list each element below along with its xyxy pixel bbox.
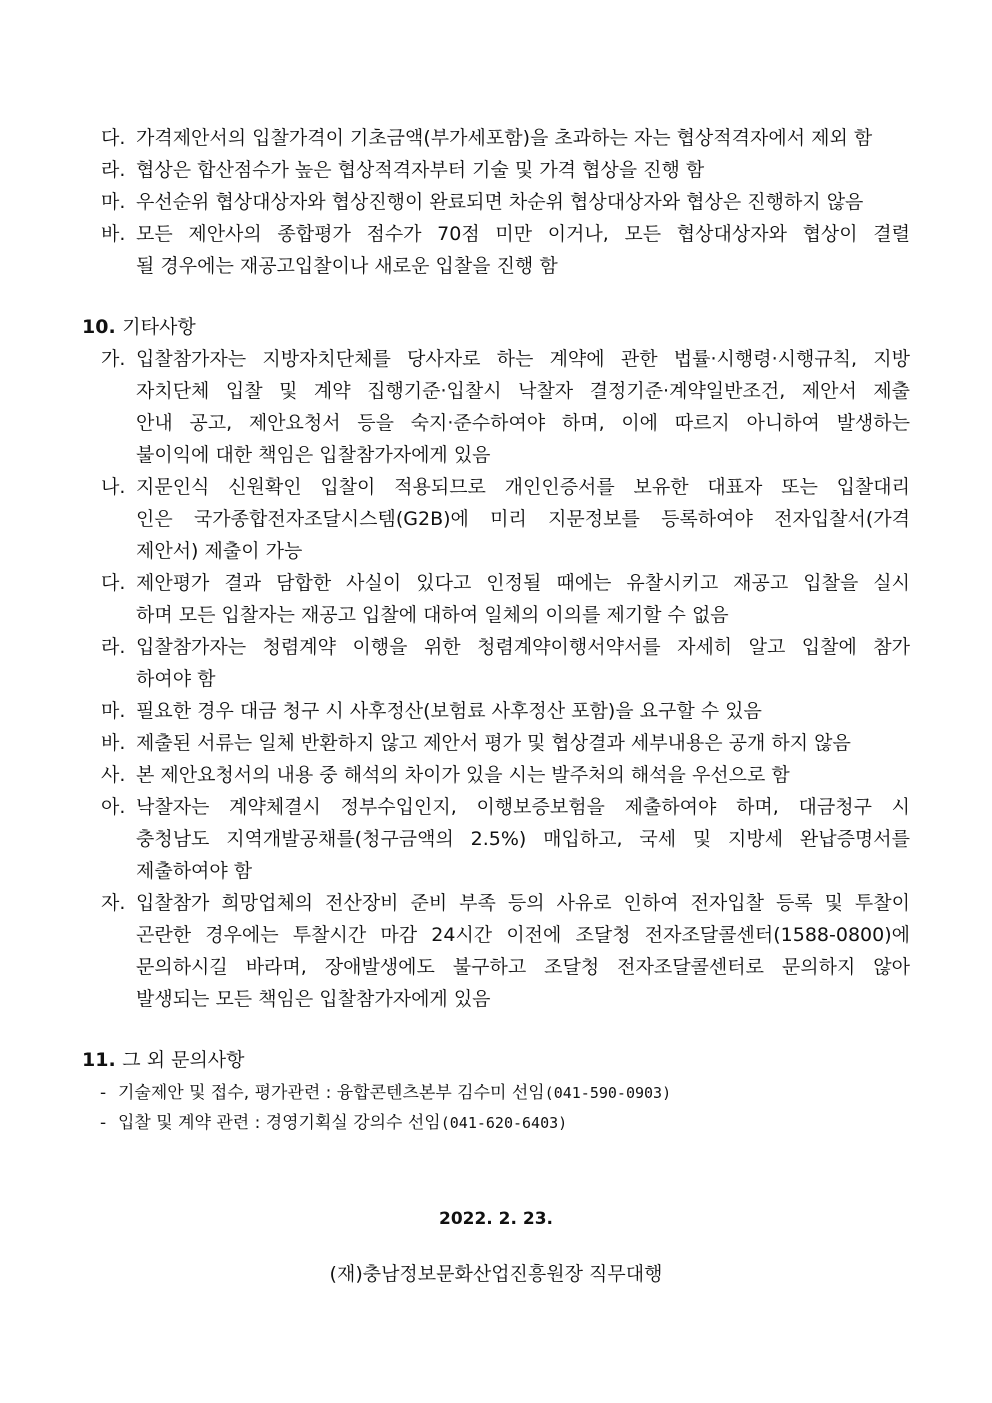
item-text: 충청남도 지역개발공채를(청구금액의 2.5%) 매입하고, 국세 및 지방세 완납증명서를	[136, 828, 910, 850]
signature-line: (재)충남정보문화산업진흥원장 직무대행	[329, 1263, 663, 1285]
item-text: 하여야 함	[136, 668, 216, 690]
contact-line	[118, 1109, 567, 1137]
item-text: 지문인식 신원확인 입찰이 적용되므로 개인인증서를 보유한 대표자 또는 입찰대리	[136, 476, 910, 498]
item-text: 자치단체 입찰 및 계약 집행기준·입찰시 낙찰자 결정기준·계약일반조건, 제안서 제출	[136, 380, 910, 402]
item-text: 우선순위 협상대상자와 협상진행이 완료되면 차순위 협상대상자와 협상은 진행하지 않음	[136, 191, 864, 213]
item-label: 라.	[101, 159, 126, 181]
section-title: 그 외 문의사항	[122, 1049, 245, 1071]
item-text: 제출된 서류는 일체 반환하지 않고 제안서 평가 및 협상결과 세부내용은 공개 하지 않음	[136, 732, 851, 754]
item-text: 입찰참가 희망업체의 전산장비 준비 부족 등의 사유로 인하여 전자입찰 등록 및 투찰이	[136, 892, 910, 914]
document-date: 2022. 2. 23.	[438, 1209, 553, 1229]
item-text: 제출하여야 함	[136, 860, 253, 882]
item-text: 협상은 합산점수가 높은 협상적격자부터 기술 및 가격 협상을 진행 함	[136, 159, 705, 181]
contact-text: 기술제안 및 접수, 평가관련 : 융합콘텐츠본부 김수미 선임	[118, 1083, 545, 1103]
item-label: 자.	[101, 892, 126, 914]
contact-phone: (041-590-0903)	[544, 1084, 672, 1102]
item-text: 될 경우에는 재공고입찰이나 새로운 입찰을 진행 함	[136, 255, 558, 277]
item-label: 사.	[101, 764, 126, 786]
item-label: 다.	[101, 127, 126, 149]
item-text: 모든 제안사의 종합평가 점수가 70점 미만 이거나, 모든 협상대상자와 협상이 결렬	[136, 223, 910, 245]
section-heading	[82, 1044, 245, 1076]
contact-text: 입찰 및 계약 관련 : 경영기획실 강의수 선임	[118, 1113, 441, 1133]
contact-dash: -	[100, 1083, 107, 1103]
item-label: 다.	[101, 572, 126, 594]
section-number: 10.	[82, 316, 116, 338]
item-label: 아.	[101, 796, 126, 818]
section-heading	[82, 311, 196, 343]
item-text: 제안서) 제출이 가능	[136, 540, 303, 562]
section-number: 11.	[82, 1049, 116, 1071]
item-text: 필요한 경우 대금 청구 시 사후정산(보험료 사후정산 포함)을 요구할 수 있음	[136, 700, 762, 722]
item-text: 제안평가 결과 담합한 사실이 있다고 인정될 때에는 유찰시키고 재공고 입찰을 실시	[136, 572, 910, 594]
item-text: 문의하시길 바라며, 장애발생에도 불구하고 조달청 전자조달콜센터로 문의하지 않아	[136, 956, 910, 978]
item-text: 하며 모든 입찰자는 재공고 입찰에 대하여 일체의 이의를 제기할 수 없음	[136, 604, 729, 626]
item-text: 가격제안서의 입찰가격이 기초금액(부가세포함)을 초과하는 자는 협상적격자에서 제외 함	[136, 127, 873, 149]
item-label: 나.	[101, 476, 126, 498]
item-text: 불이익에 대한 책임은 입찰참가자에게 있음	[136, 444, 491, 466]
item-text: 입찰참가자는 지방자치단체를 당사자로 하는 계약에 관한 법률·시행령·시행규칙, 지방	[136, 348, 910, 370]
item-text: 발생되는 모든 책임은 입찰참가자에게 있음	[136, 988, 491, 1010]
contact-line	[118, 1079, 671, 1107]
contact-dash: -	[100, 1113, 107, 1133]
item-label: 바.	[101, 732, 126, 754]
item-label: 마.	[101, 191, 126, 213]
item-text: 인은 국가종합전자조달시스템(G2B)에 미리 지문정보를 등록하여야 전자입찰서(가격	[136, 508, 910, 530]
item-text: 곤란한 경우에는 투찰시간 마감 24시간 이전에 조달청 전자조달콜센터(1588-0800)에	[136, 924, 910, 946]
item-label: 가.	[101, 348, 126, 370]
section-title: 기타사항	[122, 316, 196, 338]
item-label: 바.	[101, 223, 126, 245]
contact-phone: (041-620-6403)	[440, 1114, 568, 1132]
item-label: 마.	[101, 700, 126, 722]
item-text: 입찰참가자는 청렴계약 이행을 위한 청렴계약이행서약서를 자세히 알고 입찰에 참가	[136, 636, 910, 658]
item-text: 안내 공고, 제안요청서 등을 숙지·준수하여야 하며, 이에 따르지 아니하여 발생하는	[136, 412, 910, 434]
item-text: 본 제안요청서의 내용 중 해석의 차이가 있을 시는 발주처의 해석을 우선으로 함	[136, 764, 790, 786]
item-label: 라.	[101, 636, 126, 658]
item-text: 낙찰자는 계약체결시 정부수입인지, 이행보증보험을 제출하여야 하며, 대금청구 시	[136, 796, 910, 818]
